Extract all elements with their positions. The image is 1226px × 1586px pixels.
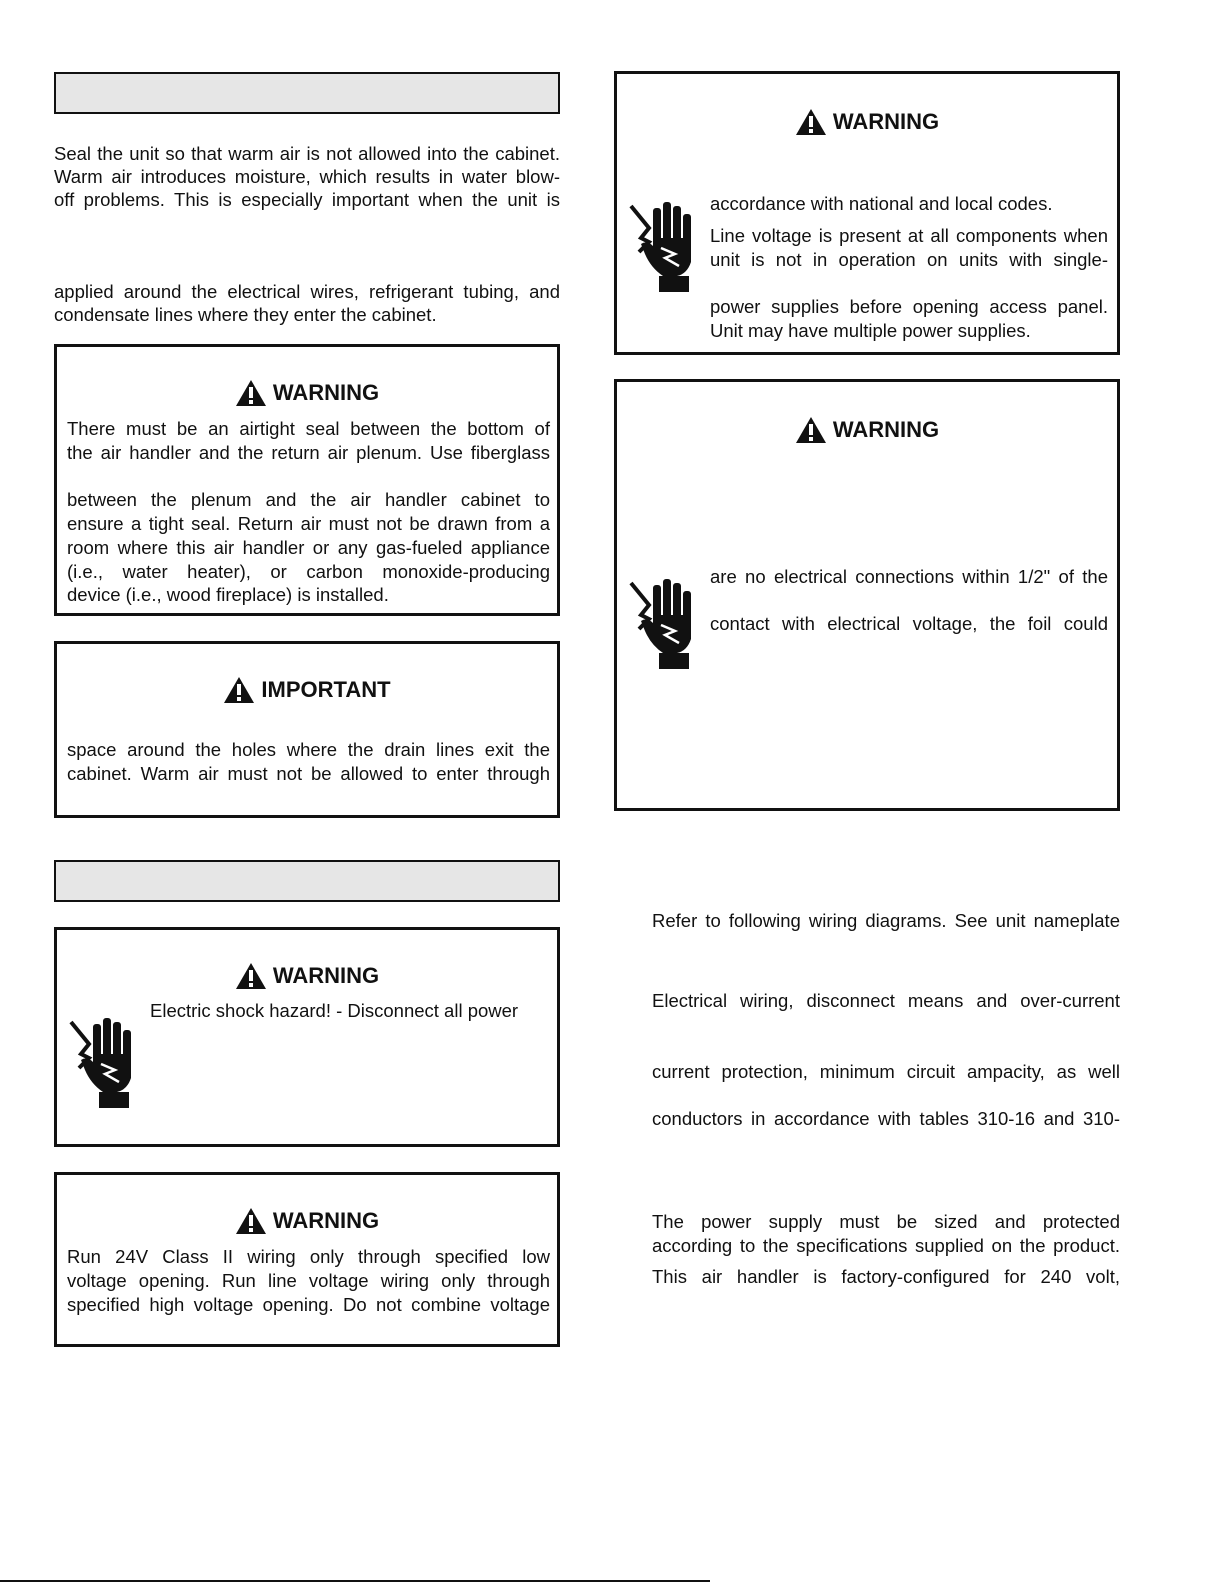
- electric-shock-hand-icon: [627, 575, 699, 671]
- warning-foil-title: WARNING: [617, 416, 1117, 444]
- warning-shock-box: [54, 927, 560, 1147]
- warning-triangle-icon: [235, 962, 267, 990]
- warning-triangle-icon: [235, 379, 267, 407]
- warning-line-voltage-line-2: Line voltage is present at all components when: [710, 225, 1108, 246]
- warning-shock-title: WARNING: [57, 962, 557, 990]
- warning-line-voltage-line-5: Unit may have multiple power supplies.: [710, 320, 1031, 341]
- electric-shock-hand-icon: [627, 198, 699, 294]
- warning-seal-line-6: (i.e., water heater), or carbon monoxide-producing: [67, 561, 550, 582]
- warning-foil-line-1: are no electrical connections within 1/2" of the: [710, 566, 1108, 587]
- warning-shock-line-1: Electric shock hazard! - Disconnect all power: [150, 1000, 519, 1021]
- body-line-5: The power supply must be sized and protected: [652, 1211, 1120, 1232]
- warning-triangle-icon: [223, 676, 255, 704]
- warning-24v-title: WARNING: [57, 1207, 557, 1235]
- warning-seal-title: WARNING: [57, 379, 557, 407]
- warning-24v-line-3: specified high voltage opening. Do not combine voltage: [67, 1294, 550, 1315]
- body-line-1: Refer to following wiring diagrams. See unit nameplate: [652, 910, 1120, 931]
- warning-seal-line-3: between the plenum and the air handler cabinet to: [67, 489, 550, 510]
- important-drain-title: IMPORTANT: [57, 676, 557, 704]
- warning-line-voltage-line-3: unit is not in operation on units with single-: [710, 249, 1108, 270]
- warning-seal-line-2: the air handler and the return air plenum. Use fiberglass: [67, 442, 550, 463]
- body-line-2: Electrical wiring, disconnect means and over-current: [652, 990, 1120, 1011]
- warning-seal-line-4: ensure a tight seal. Return air must not be drawn from a: [67, 513, 550, 534]
- body-line-7: This air handler is factory-configured for 240 volt,: [652, 1266, 1120, 1287]
- warning-foil-box: [614, 379, 1120, 811]
- section-heading-bar: [54, 72, 560, 114]
- important-drain-line-2: cabinet. Warm air must not be allowed to enter through: [67, 763, 550, 784]
- important-drain-box: [54, 641, 560, 818]
- warning-seal-line-1: There must be an airtight seal between the bottom of: [67, 418, 550, 439]
- intro-line-4: applied around the electrical wires, refrigerant tubing, and: [54, 281, 560, 302]
- warning-triangle-icon: [795, 416, 827, 444]
- electric-shock-hand-icon: [67, 1014, 139, 1110]
- warning-seal-line-5: room where this air handler or any gas-fueled appliance: [67, 537, 550, 558]
- footer-rule: [0, 1580, 710, 1582]
- warning-line-voltage-line-1: accordance with national and local codes.: [710, 193, 1053, 214]
- warning-line-voltage-line-4: power supplies before opening access panel.: [710, 296, 1108, 317]
- section-heading-bar: [54, 860, 560, 902]
- warning-seal-line-7: device (i.e., wood fireplace) is installed.: [67, 584, 389, 605]
- warning-24v-line-2: voltage opening. Run line voltage wiring only through: [67, 1270, 550, 1291]
- warning-seal-box: [54, 344, 560, 616]
- warning-triangle-icon: [235, 1207, 267, 1235]
- warning-line-voltage-box: [614, 71, 1120, 355]
- intro-line-2: Warm air introduces moisture, which results in water blow-: [54, 166, 560, 187]
- intro-line-1: Seal the unit so that warm air is not allowed into the cabinet.: [54, 143, 560, 164]
- warning-24v-line-1: Run 24V Class II wiring only through specified low: [67, 1246, 550, 1267]
- body-line-4: conductors in accordance with tables 310-16 and 310-: [652, 1108, 1120, 1129]
- warning-24v-box: [54, 1172, 560, 1347]
- warning-triangle-icon: [795, 108, 827, 136]
- warning-line-voltage-title: WARNING: [617, 108, 1117, 136]
- intro-line-5: condensate lines where they enter the cabinet.: [54, 304, 437, 325]
- important-drain-line-1: space around the holes where the drain lines exit the: [67, 739, 550, 760]
- intro-line-3: off problems. This is especially important when the unit is: [54, 189, 560, 210]
- warning-foil-line-2: contact with electrical voltage, the foil could: [710, 613, 1108, 634]
- body-line-6: according to the specifications supplied on the product.: [652, 1235, 1120, 1256]
- body-line-3: current protection, minimum circuit ampacity, as well: [652, 1061, 1120, 1082]
